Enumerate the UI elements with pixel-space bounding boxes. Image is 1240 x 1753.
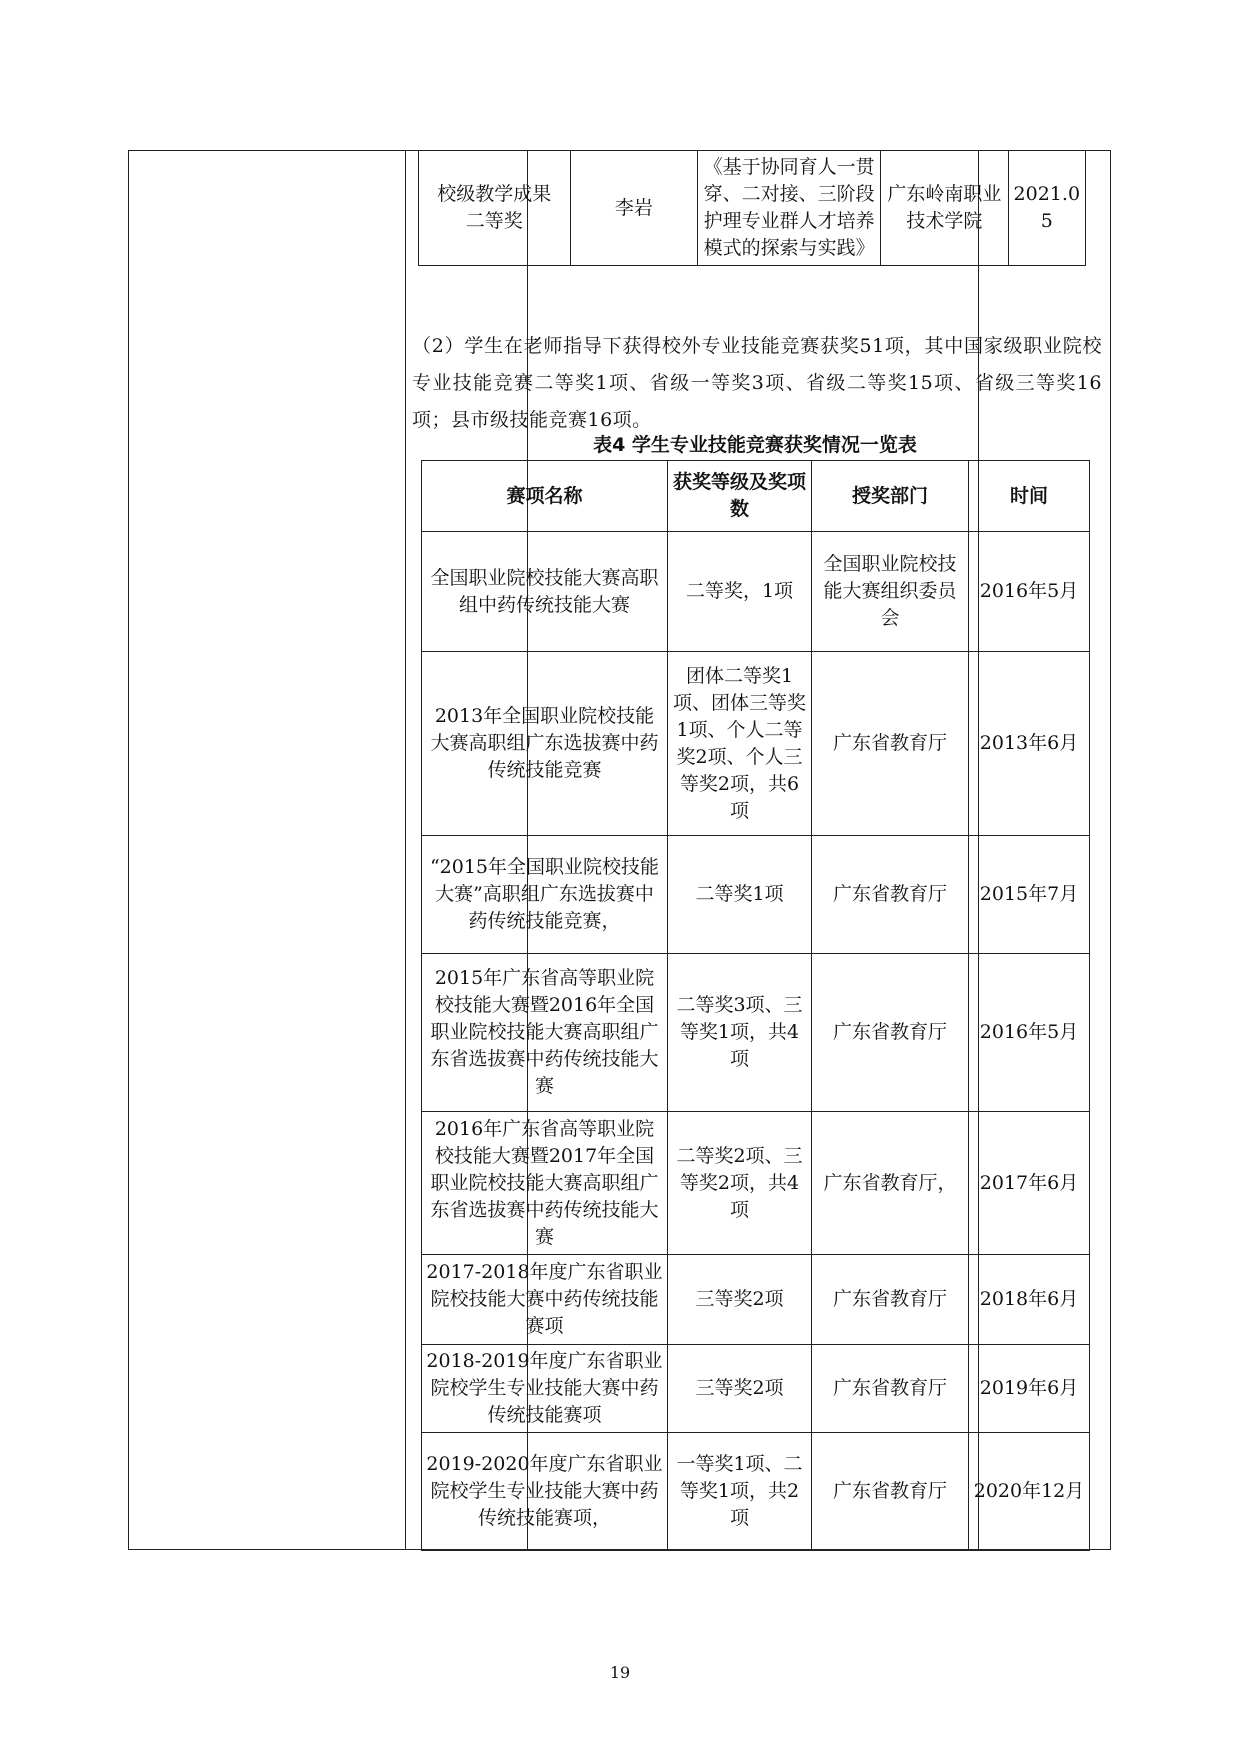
table-row	[422, 652, 1090, 836]
competition-awards-table	[421, 460, 1090, 1551]
time-cell: 2019年6月	[969, 1345, 1090, 1433]
name-cell: 全国职业院校技能大赛高职组中药传统技能大赛	[422, 532, 668, 652]
name-cell: 2018-2019年度广东省职业院校学生专业技能大赛中药传统技能赛项	[422, 1345, 668, 1433]
name-cell: 2013年全国职业院校技能大赛高职组广东选拔赛中药传统技能竞赛	[422, 652, 668, 836]
header-row	[422, 461, 1090, 532]
level-cell: 三等奖2项	[668, 1255, 812, 1345]
dept-cell: 广东省教育厅	[812, 836, 969, 954]
table-row	[422, 1433, 1090, 1551]
level-cell: 二等奖2项、三等奖2项，共4项	[668, 1112, 812, 1255]
level-cell: 三等奖2项	[668, 1345, 812, 1433]
time-cell: 2020年12月	[969, 1433, 1090, 1551]
award-level-cell: 校级教学成果 二等奖	[419, 151, 571, 266]
table-row	[422, 1112, 1090, 1255]
table-row	[422, 1255, 1090, 1345]
dept-cell: 广东省教育厅	[812, 954, 969, 1112]
person-cell: 李岩	[570, 151, 698, 266]
level-cell: 二等奖，1项	[668, 532, 812, 652]
dept-cell: 广东省教育厅	[812, 1433, 969, 1551]
level-cell: 一等奖1项、二等奖1项，共2项	[668, 1433, 812, 1551]
name-cell: 2019-2020年度广东省职业院校学生专业技能大赛中药传统技能赛项，	[422, 1433, 668, 1551]
table-row	[422, 836, 1090, 954]
header-name: 赛项名称	[422, 461, 668, 532]
name-cell: 2017-2018年度广东省职业院校技能大赛中药传统技能赛项	[422, 1255, 668, 1345]
header-time: 时间	[969, 461, 1090, 532]
dept-cell: 广东省教育厅	[812, 652, 969, 836]
name-cell: “2015年全国职业院校技能大赛”高职组广东选拔赛中药传统技能竞赛，	[422, 836, 668, 954]
table-row	[419, 151, 1086, 266]
header-level: 获奖等级及奖项数	[668, 461, 812, 532]
dept-cell: 全国职业院校技能大赛组织委员会	[812, 532, 969, 652]
time-cell: 2015年7月	[969, 836, 1090, 954]
table-row	[422, 1345, 1090, 1433]
table4-caption: 表4 学生专业技能竞赛获奖情况一览表	[593, 434, 917, 456]
dept-cell: 广东省教育厅，	[812, 1112, 969, 1255]
competition-paragraph: （2）学生在老师指导下获得校外专业技能竞赛获奖51项，其中国家级职业院校专业技能竞赛二等奖1项、省级一等奖3项、省级二等奖15项、省级三等奖16项；县市级技能竞赛16项。	[412, 335, 1102, 431]
name-cell: 2015年广东省高等职业院校技能大赛暨2016年全国职业院校技能大赛高职组广东省选拔赛中药传统技能大赛	[422, 954, 668, 1112]
name-cell: 2016年广东省高等职业院校技能大赛暨2017年全国职业院校技能大赛高职组广东省选拔赛中药传统技能大赛	[422, 1112, 668, 1255]
project-cell: 《基于协同育人一贯穿、二对接、三阶段护理专业群人才培养模式的探索与实践》	[698, 151, 881, 266]
date-cell: 2021.05	[1008, 151, 1085, 266]
time-cell: 2016年5月	[969, 954, 1090, 1112]
table-row	[422, 954, 1090, 1112]
level-cell: 二等奖1项	[668, 836, 812, 954]
time-cell: 2013年6月	[969, 652, 1090, 836]
table-row	[422, 532, 1090, 652]
org-cell: 广东岭南职业技术学院	[881, 151, 1009, 266]
header-dept: 授奖部门	[812, 461, 969, 532]
dept-cell: 广东省教育厅	[812, 1255, 969, 1345]
inner-left-rule	[405, 150, 406, 1550]
time-cell: 2018年6月	[969, 1255, 1090, 1345]
level-cell: 二等奖3项、三等奖1项，共4项	[668, 954, 812, 1112]
teaching-award-table	[418, 150, 1086, 266]
dept-cell: 广东省教育厅	[812, 1345, 969, 1433]
level-cell: 团体二等奖1项、团体三等奖1项、个人二等奖2项、个人三等奖2项，共6项	[668, 652, 812, 836]
page-number: 19	[609, 1663, 631, 1682]
time-cell: 2017年6月	[969, 1112, 1090, 1255]
time-cell: 2016年5月	[969, 532, 1090, 652]
